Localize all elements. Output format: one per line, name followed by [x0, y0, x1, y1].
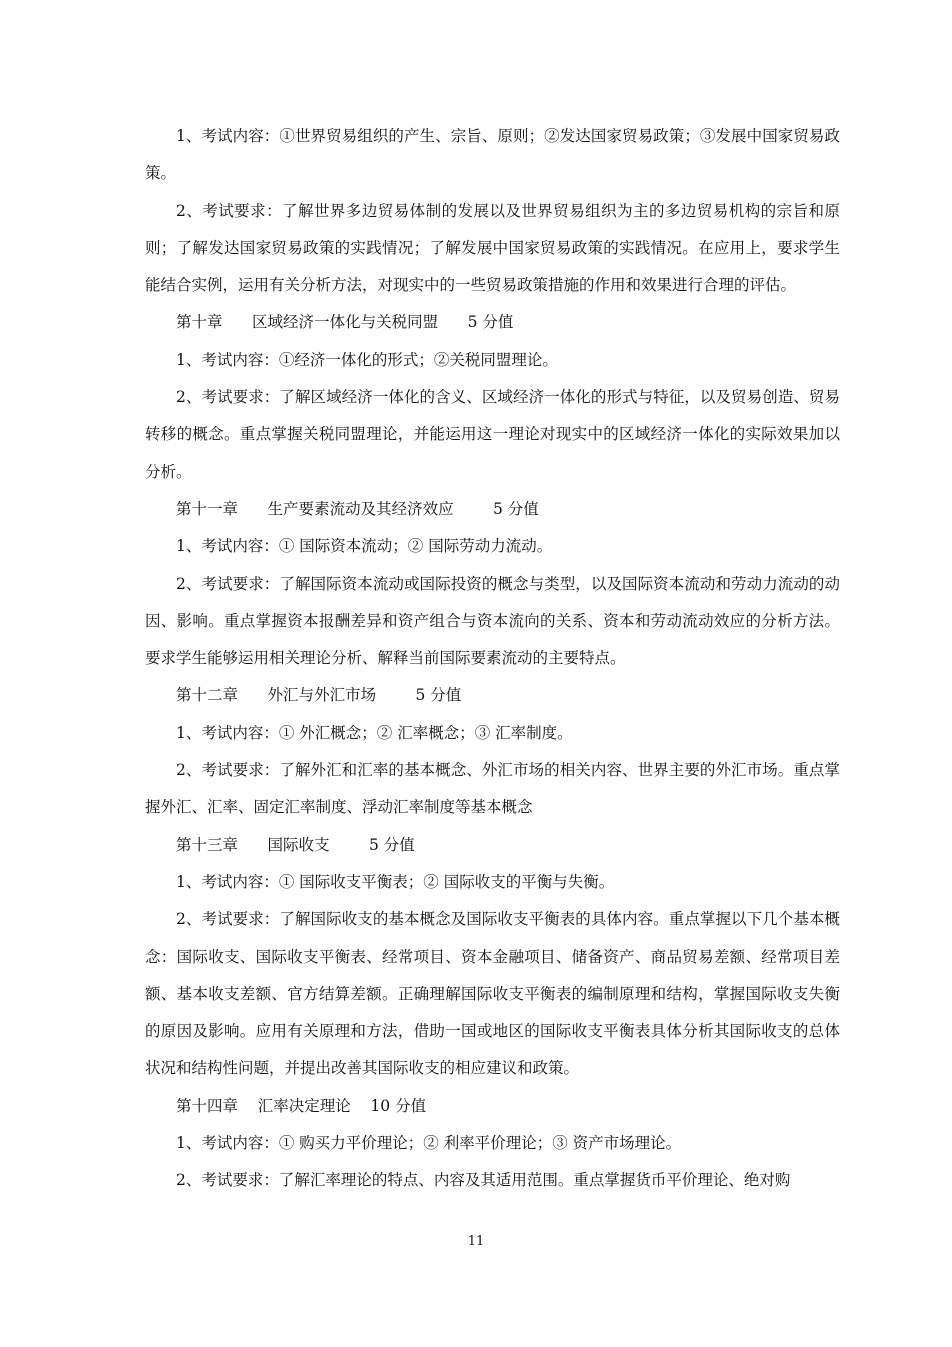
paragraph-exam-requirements-ch12: 2、考试要求：了解外汇和汇率的基本概念、外汇市场的相关内容、世界主要的外汇市场。重点掌握外汇、汇率、固定汇率制度、浮动汇率制度等基本概念: [145, 761, 840, 817]
paragraph-exam-content-ch10: 1、考试内容：①经济一体化的形式；②关税同盟理论。: [176, 350, 558, 369]
chapter-heading-12: 第十二章 外汇与外汇市场 5 分值: [176, 686, 462, 705]
paragraph-exam-content-ch12: 1、考试内容：① 外汇概念；② 汇率概念；③ 汇率制度。: [176, 723, 573, 742]
paragraph-exam-content-ch13: 1、考试内容：① 国际收支平衡表；② 国际收支的平衡与失衡。: [176, 872, 615, 891]
paragraph-exam-requirements-ch11: 2、考试要求：了解国际资本流动或国际投资的概念与类型，以及国际资本流动和劳动力流动的动因、影响。重点掌握资本报酬差异和资产组合与资本流向的关系、资本和劳动流动效应的分析方法。要求学生能够运用相关理论分析、解释当前国际要素流动的主要特点。: [145, 574, 840, 668]
page-number: 11: [467, 1234, 485, 1249]
chapter-heading-13: 第十三章 国际收支 5 分值: [176, 835, 415, 854]
paragraph-exam-requirements-ch14: 2、考试要求：了解汇率理论的特点、内容及其适用范围。重点掌握货币平价理论、绝对购: [176, 1171, 791, 1190]
chapter-heading-14: 第十四章 汇率决定理论 10 分值: [176, 1096, 427, 1115]
paragraph-exam-content-ch11: 1、考试内容：① 国际资本流动；② 国际劳动力流动。: [176, 537, 553, 556]
paragraph-exam-requirements-ch9: 2、考试要求：了解世界多边贸易体制的发展以及世界贸易组织为主的多边贸易机构的宗旨和原则；了解发达国家贸易政策的实践情况；了解发展中国家贸易政策的实践情况。在应用上，要求学生能结合实例，运用有关分析方法，对现实中的一些贸易政策措施的作用和效果进行合理的评估。: [145, 201, 840, 295]
chapter-heading-10: 第十章 区域经济一体化与关税同盟 5 分值: [176, 313, 514, 332]
paragraph-exam-content-ch9: 1、考试内容：①世界贸易组织的产生、宗旨、原则；②发达国家贸易政策；③发展中国家贸易政策。: [145, 127, 840, 183]
paragraph-exam-content-ch14: 1、考试内容：① 购买力平价理论；② 利率平价理论；③ 资产市场理论。: [176, 1134, 682, 1153]
paragraph-exam-requirements-ch13: 2、考试要求：了解国际收支的基本概念及国际收支平衡表的具体内容。重点掌握以下几个基本概念：国际收支、国际收支平衡表、经常项目、资本金融项目、储备资产、商品贸易差额、经常项目差额、基本收支差额、官方结算差额。正确理解国际收支平衡表的编制原理和结构，掌握国际收支失衡的原因及影响。应用有关原理和方法，借助一国或地区的国际收支平衡表具体分析其国际收支的总体状况和结构性问题，并提出改善其国际收支的相应建议和政策。: [145, 910, 840, 1078]
paragraph-exam-requirements-ch10: 2、考试要求：了解区域经济一体化的含义、区域经济一体化的形式与特征，以及贸易创造、贸易转移的概念。重点掌握关税同盟理论，并能运用这一理论对现实中的区域经济一体化的实际效果加以分析。: [145, 388, 840, 481]
page-body: [145, 118, 840, 1200]
chapter-heading-11: 第十一章 生产要素流动及其经济效应 5 分值: [176, 499, 539, 518]
